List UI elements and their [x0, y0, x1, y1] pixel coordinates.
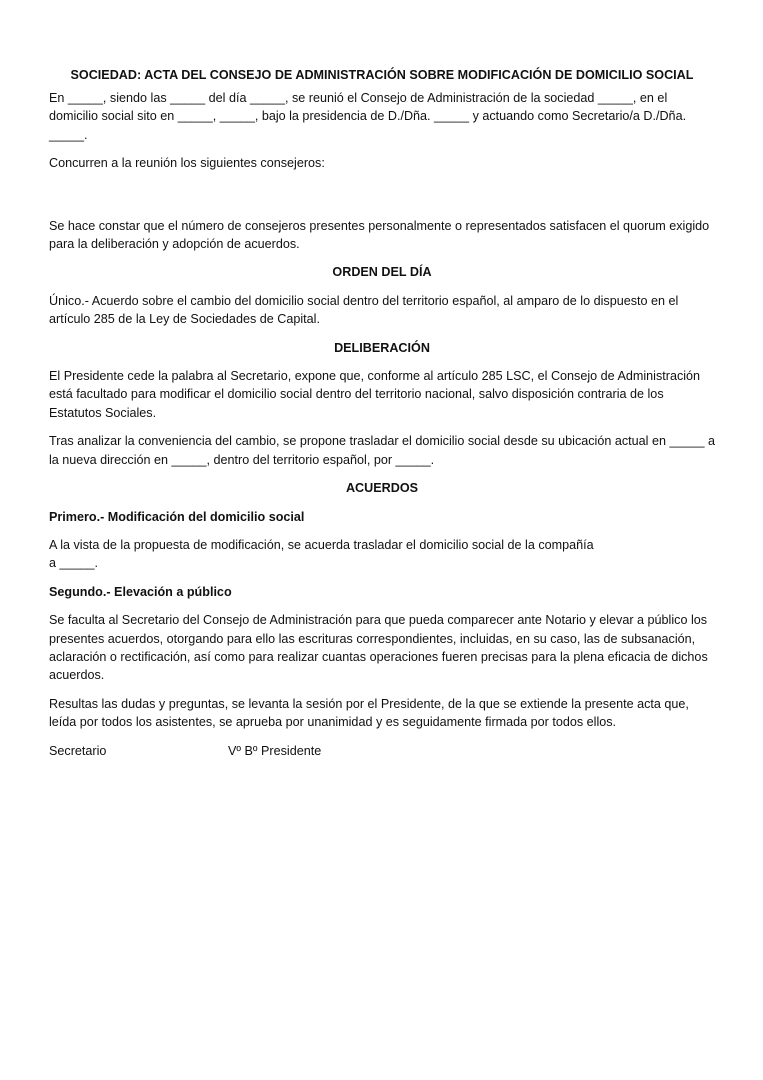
second-agreement-heading: Segundo.- Elevación a público: [49, 584, 232, 599]
attendees-intro: Concurren a la reunión los siguientes consejeros:: [49, 156, 325, 171]
document-title: SOCIEDAD: ACTA DEL CONSEJO DE ADMINISTRACIÓN SOBRE MODIFICACIÓN DE DOMICILIO SOCIAL: [70, 68, 694, 82]
deliberation-paragraph-1: El Presidente cede la palabra al Secretario, expone que, conforme al artículo 285 LSC, el Consejo de Administración está facultado para modificar el domicilio social dentro del territorio nacional, salvo disposición contraria de los Estatutos Sociales.: [49, 369, 701, 420]
agenda-heading: ORDEN DEL DÍA: [332, 265, 432, 280]
deliberation-heading: DELIBERACIÓN: [334, 340, 430, 355]
intro-paragraph: En _____, siendo las _____ del día _____, se reunió el Consejo de Administración de la sociedad _____, en el domicilio social sito en _____, _____, bajo la presidencia de D./Dña. _____ y actuando como Secretario/a D./Dña. _____.: [49, 91, 687, 142]
document-page: [49, 66, 715, 760]
agenda-item: Único.- Acuerdo sobre el cambio del domicilio social dentro del territorio español, al amparo de lo dispuesto en el artículo 285 de la Ley de Sociedades de Capital.: [49, 293, 679, 327]
first-agreement-heading: Primero.- Modificación del domicilio social: [49, 509, 305, 524]
first-agreement-text-line-1: A la vista de la propuesta de modificación, se acuerda trasladar el domicilio social de la compañía: [49, 537, 594, 552]
signature-president: Vº Bº Presidente: [228, 743, 322, 758]
signature-secretary: Secretario: [49, 743, 107, 758]
second-agreement-text: Se faculta al Secretario del Consejo de Administración para que pueda comparecer ante Notario y elevar a público los presentes acuerdos, otorgando para ello las escrituras correspondientes, incluidas, en su caso, las de subsanación, aclaración o rectificación, así como para realizar cuantas operaciones fueren precisas para la plena eficacia de dichos acuerdos.: [49, 613, 708, 683]
agreements-heading: ACUERDOS: [345, 481, 419, 496]
quorum-paragraph: Se hace constar que el número de consejeros presentes personalmente o representados satisfacen el quorum exigido para la deliberación y adopción de acuerdos.: [49, 218, 710, 252]
closing-paragraph: Resultas las dudas y preguntas, se levanta la sesión por el Presidente, de la que se extiende la presente acta que, leída por todos los asistentes, se aprueba por unanimidad y es seguidamente firmada por todos ellos.: [49, 696, 689, 730]
signature-block: [49, 742, 715, 760]
attendees-list-space: [49, 183, 715, 217]
first-agreement-text-line-2: a _____.: [49, 556, 99, 571]
first-agreement-text: [49, 536, 715, 573]
deliberation-paragraph-2: Tras analizar la conveniencia del cambio, se propone trasladar el domicilio social desde su ubicación actual en _____ a la nueva dirección en _____, dentro del territorio español, por _____.: [49, 434, 715, 467]
